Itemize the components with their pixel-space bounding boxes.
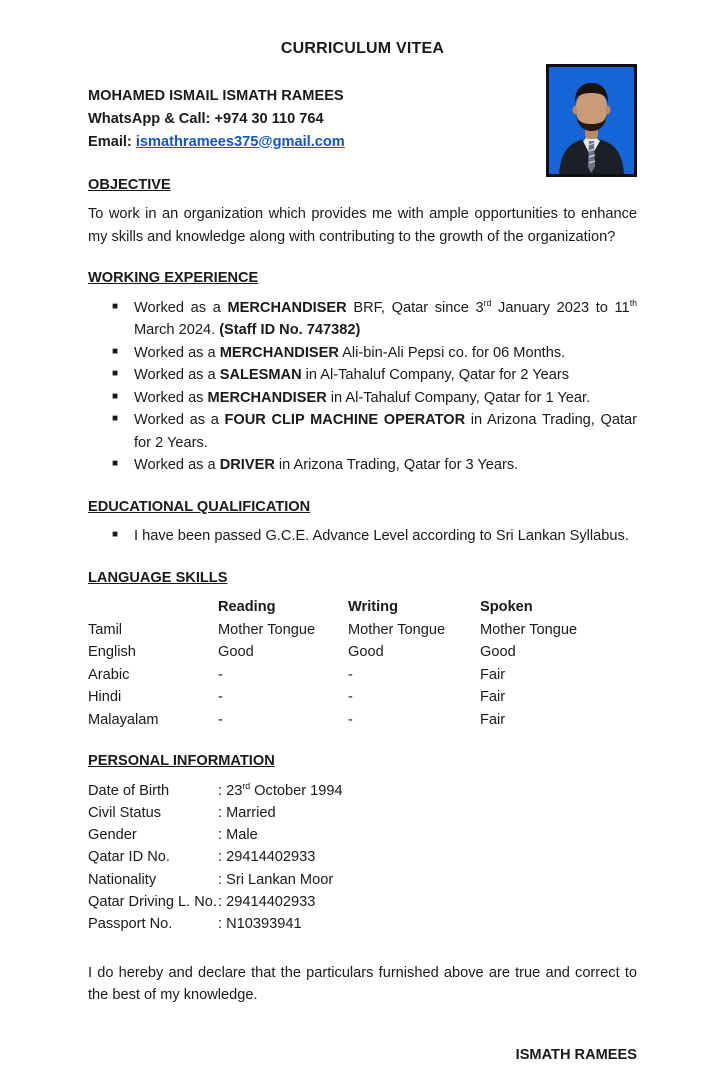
- pi-label: Qatar ID No.: [88, 849, 170, 866]
- education-list: [88, 525, 637, 548]
- lang-name: English: [88, 644, 136, 660]
- signature-name: ISMATH RAMEES: [515, 1046, 637, 1063]
- experience-item: [88, 297, 637, 342]
- objective-text: To work in an organization which provides me with ample opportunities to enhance my skills and knowledge along with contributing to the growth of the organization?: [88, 206, 637, 245]
- lang-writing: -: [348, 666, 353, 683]
- pi-label: Passport No.: [88, 916, 173, 933]
- lang-header-reading: Reading: [218, 599, 276, 615]
- experience-item-text: Worked as a FOUR CLIP MACHINE OPERATOR in Arizona Trading, Qatar for 2 Years.: [134, 412, 637, 451]
- bullet-icon: ■: [112, 368, 119, 379]
- lang-spoken: Fair: [480, 666, 506, 683]
- pi-label: Nationality: [88, 871, 157, 888]
- pi-value: : Married: [218, 804, 276, 821]
- education-item-text: I have been passed G.C.E. Advance Level according to Sri Lankan Syllabus.: [134, 528, 629, 544]
- pi-value: : N10393941: [218, 916, 302, 933]
- lang-reading: -: [218, 711, 223, 728]
- experience-list: [88, 297, 637, 477]
- personal-info-table: [88, 780, 637, 936]
- lang-writing: -: [348, 689, 353, 705]
- pi-value: : 29414402933: [218, 893, 316, 910]
- section-heading-education: EDUCATIONAL QUALIFICATION: [88, 498, 311, 515]
- lang-name: Tamil: [88, 621, 123, 638]
- pi-value: : Sri Lankan Moor: [218, 871, 334, 888]
- experience-item: [88, 342, 637, 365]
- pi-label: Qatar Driving L. No.: [88, 893, 217, 910]
- lang-spoken: Fair: [480, 711, 506, 728]
- declaration-text: I do hereby and declare that the particulars furnished above are true and correct to the best of my knowledge.: [88, 964, 637, 1004]
- lang-header-spoken: Spoken: [480, 599, 533, 615]
- pi-value: : Male: [218, 827, 258, 844]
- lang-spoken: Fair: [480, 689, 506, 705]
- lang-reading: Mother Tongue: [218, 621, 316, 638]
- section-heading-objective: OBJECTIVE: [88, 176, 171, 193]
- language-skills-table: [88, 596, 637, 731]
- pi-value: : 23rd October 1994: [218, 780, 343, 799]
- bullet-icon: ■: [112, 390, 119, 402]
- page-title: CURRICULUM VITEA: [280, 40, 445, 57]
- experience-item-text: Worked as a SALESMAN in Al-Tahaluf Company, Qatar for 2 Years: [134, 367, 570, 383]
- applicant-photo: [546, 64, 637, 177]
- experience-item: [88, 409, 637, 454]
- pi-label: Gender: [88, 827, 137, 844]
- education-item: [88, 525, 637, 548]
- lang-name: Malayalam: [88, 711, 159, 728]
- email-link[interactable]: ismathramees375@gmail.com: [135, 133, 345, 150]
- experience-item-text: Worked as a MERCHANDISER BRF, Qatar since 3rd January 2023 to 11th March 2024. (Staff ID No. 747382): [134, 297, 637, 338]
- applicant-name: MOHAMED ISMAIL ISMATH RAMEES: [88, 87, 344, 104]
- experience-item: [88, 364, 637, 387]
- bullet-icon: ■: [112, 300, 119, 312]
- lang-header-writing: Writing: [348, 599, 398, 615]
- lang-writing: Good: [348, 644, 384, 660]
- bullet-icon: ■: [112, 458, 119, 469]
- bullet-icon: ■: [112, 529, 119, 540]
- lang-spoken: Good: [480, 644, 516, 660]
- bullet-icon: ■: [112, 345, 119, 357]
- lang-name: Arabic: [88, 666, 130, 683]
- lang-header-empty: [88, 596, 218, 619]
- email-label: Email:: [88, 133, 136, 150]
- lang-name: Hindi: [88, 689, 122, 705]
- section-heading-experience: WORKING EXPERIENCE: [88, 270, 259, 286]
- experience-item: [88, 454, 637, 477]
- section-heading-personal: PERSONAL INFORMATION: [88, 753, 275, 769]
- bullet-icon: ■: [112, 413, 119, 424]
- lang-reading: Good: [218, 644, 254, 660]
- experience-item-text: Worked as a DRIVER in Arizona Trading, Qatar for 3 Years.: [134, 457, 519, 473]
- experience-item: [88, 387, 637, 410]
- section-heading-languages: LANGUAGE SKILLS: [88, 569, 228, 586]
- lang-writing: Mother Tongue: [348, 621, 446, 638]
- experience-item-text: Worked as a MERCHANDISER Ali-bin-Ali Pepsi co. for 06 Months.: [134, 344, 566, 361]
- lang-spoken: Mother Tongue: [480, 621, 578, 638]
- lang-reading: -: [218, 666, 223, 683]
- phone-line: WhatsApp & Call: +974 30 110 764: [88, 110, 324, 127]
- applicant-photo-graphic: [549, 67, 634, 174]
- pi-value: : 29414402933: [218, 849, 316, 866]
- pi-label: Civil Status: [88, 804, 161, 821]
- pi-label: Date of Birth: [88, 782, 170, 799]
- experience-item-text: Worked as MERCHANDISER in Al-Tahaluf Company, Qatar for 1 Year.: [134, 389, 591, 406]
- lang-writing: -: [348, 711, 353, 728]
- lang-reading: -: [218, 689, 223, 705]
